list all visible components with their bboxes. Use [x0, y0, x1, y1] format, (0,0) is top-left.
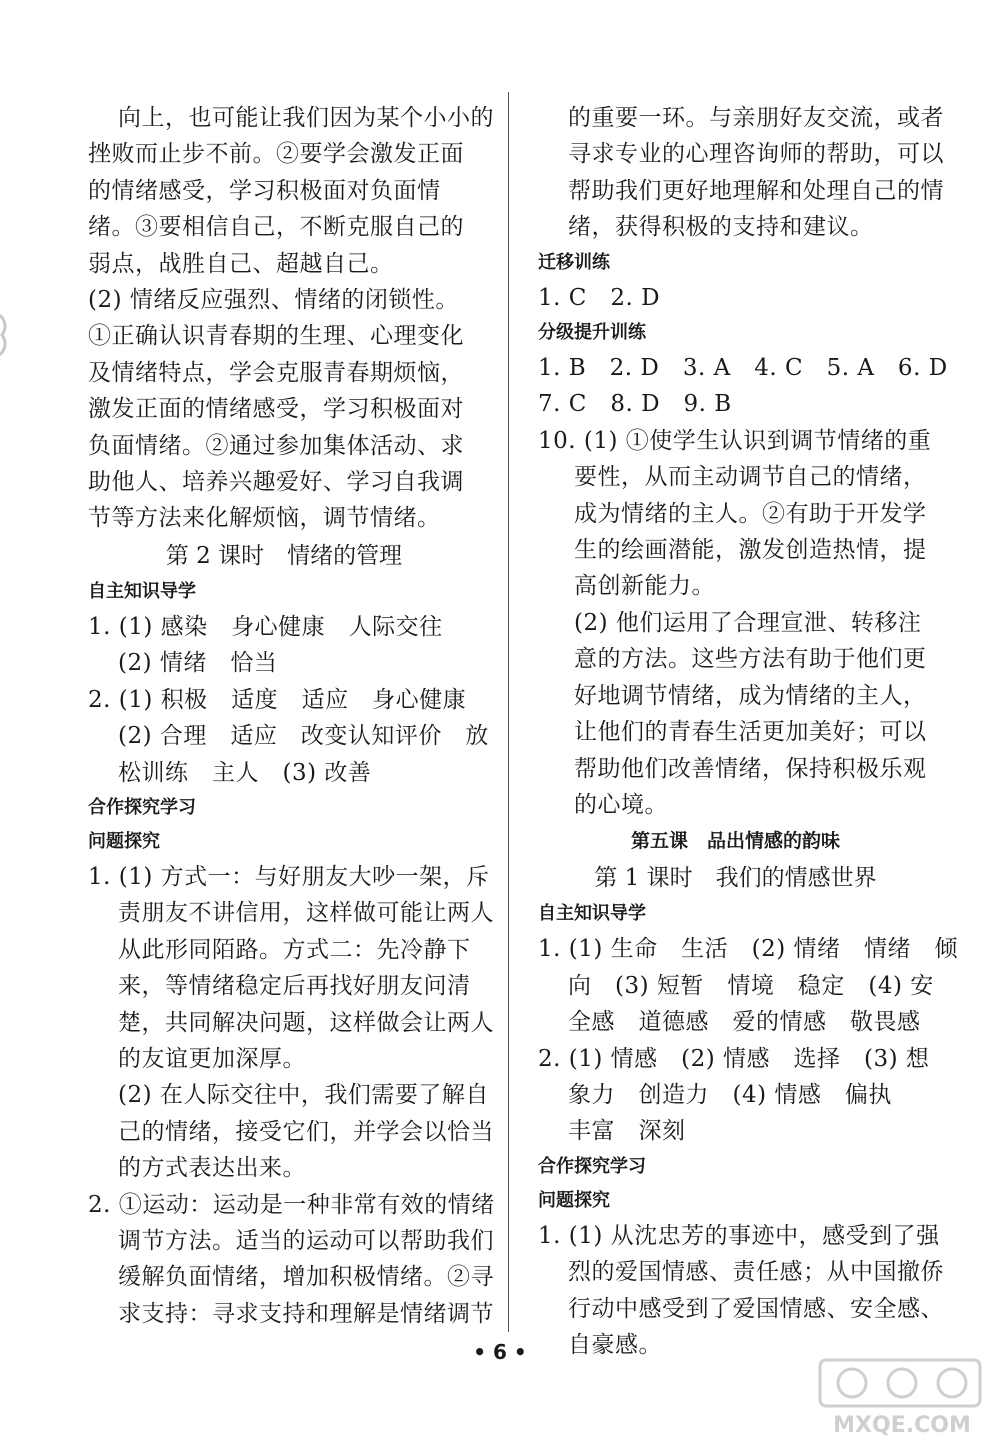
text-line: 2. (1) 积极 适度 适应 身心健康 — [88, 686, 467, 713]
text-line: 责朋友不讲信用，这样做可能让两人 — [118, 900, 494, 927]
left-column — [88, 100, 495, 1332]
lesson-title: 第五课 品出情感的韵味 — [630, 830, 840, 853]
text-line: 1. (1) 感染 身心健康 人际交往 — [88, 613, 443, 640]
text-line: 寻求专业的心理咨询师的帮助，可以 — [568, 141, 944, 168]
text-line: 2. (1) 情感 (2) 情感 选择 (3) 想 — [538, 1045, 930, 1072]
text-line: 丰富 深刻 — [568, 1118, 686, 1145]
section-heading: 分级提升训练 — [538, 322, 646, 344]
text-line: 帮助我们更好地理解和处理自己的情 — [568, 177, 944, 204]
text-line: 1. (1) 方式一：与好朋友大吵一架，斥 — [88, 863, 490, 890]
text-line: 1. B 2. D 3. A 4. C 5. A 6. D — [538, 355, 948, 382]
text-line: 帮助他们改善情绪，保持积极乐观 — [574, 755, 927, 782]
text-line: 激发正面的情绪感受，学习积极面对 — [88, 396, 464, 423]
text-line: 1. (1) 生命 生活 (2) 情绪 情绪 倾 — [538, 936, 959, 963]
text-line: 向上，也可能让我们因为某个小小的 — [118, 105, 494, 131]
lesson-subtitle: 第 2 课时 情绪的管理 — [165, 542, 403, 569]
text-line: 2. ①运动：运动是一种非常有效的情绪 — [88, 1191, 495, 1218]
text-line: 的心境。 — [574, 791, 668, 818]
text-line: 绪。③要相信自己，不断克服自己的 — [88, 214, 464, 241]
text-line: 挫败而止步不前。②要学会激发正面 — [88, 141, 464, 168]
text-line: (2) 情绪反应强烈、情绪的闭锁性。 — [88, 287, 459, 314]
edge-mark-icon — [0, 310, 10, 360]
text-line: 楚，共同解决问题，这样做会让两人 — [118, 1009, 494, 1036]
text-line: 意的方法。这些方法有助于他们更 — [574, 646, 927, 673]
section-heading: 迁移训练 — [538, 251, 610, 273]
section-heading: 自主知识导学 — [88, 580, 196, 602]
page-number: • 6 • — [473, 1340, 527, 1364]
text-line: 高创新能力。 — [574, 573, 715, 600]
text-line: 松训练 主人 (3) 改善 — [118, 759, 372, 786]
lesson-subtitle: 第 1 课时 我们的情感世界 — [594, 865, 877, 892]
text-line: 及情绪特点，学会克服青春期烦恼， — [88, 359, 464, 386]
text-line: 节等方法来化解烦恼，调节情绪。 — [88, 505, 441, 532]
text-line: (2) 情绪 恰当 — [118, 650, 278, 677]
watermark-logo-icon — [812, 1358, 992, 1438]
text-line: 调节方法。适当的运动可以帮助我们 — [118, 1227, 494, 1254]
text-line: 的重要一环。与亲朋好友交流，或者 — [568, 105, 944, 131]
section-heading: 问题探究 — [538, 1189, 610, 1211]
section-heading: 问题探究 — [88, 830, 160, 852]
text-line: 的友谊更加深厚。 — [118, 1045, 306, 1072]
text-line: 来，等情绪稳定后再找好朋友问清 — [118, 973, 471, 1000]
text-line: 助他人、培养兴趣爱好、学习自我调 — [88, 469, 464, 496]
text-line: 从此形同陌路。方式二：先冷静下 — [118, 936, 471, 963]
watermark-text: MXQE.COM — [833, 1413, 971, 1438]
text-line: 生的绘画潜能，激发创造热情，提 — [574, 537, 927, 564]
text-line: 的方式表达出来。 — [118, 1155, 306, 1182]
text-line: 好地调节情绪，成为情绪的主人， — [574, 682, 927, 709]
text-line: 己的情绪，接受它们，并学会以恰当 — [118, 1118, 494, 1145]
text-line: 全感 道德感 爱的情感 敬畏感 — [568, 1009, 921, 1036]
text-line: (2) 他们运用了合理宣泄、转移注 — [574, 609, 922, 636]
text-line: 烈的爱国情感、责任感；从中国撤侨 — [568, 1259, 944, 1286]
text-line: 行动中感受到了爱国情感、安全感、 — [568, 1295, 944, 1322]
text-line: (2) 合理 适应 改变认知评价 放 — [118, 723, 489, 750]
text-line: 1. (1) 从沈忠芳的事迹中，感受到了强 — [538, 1222, 940, 1249]
section-heading: 自主知识导学 — [538, 903, 646, 925]
section-heading: 合作探究学习 — [538, 1155, 646, 1177]
text-line: (2) 在人际交往中，我们需要了解自 — [118, 1082, 489, 1109]
column-divider — [508, 92, 509, 1332]
right-column — [538, 100, 959, 1363]
text-line: 缓解负面情绪，增加积极情绪。②寻 — [118, 1264, 494, 1291]
text-line: 让他们的青春生活更加美好；可以 — [574, 719, 927, 746]
text-line: ①正确认识青春期的生理、心理变化 — [88, 323, 464, 350]
text-line: 要性，从而主动调节自己的情绪， — [574, 464, 927, 491]
text-line: 求支持：寻求支持和理解是情绪调节 — [118, 1300, 494, 1327]
text-line: 象力 创造力 (4) 情感 偏执 — [568, 1081, 892, 1108]
text-line: 向 (3) 短暂 情境 稳定 (4) 安 — [568, 972, 934, 999]
text-line: 7. C 8. D 9. B — [538, 391, 732, 418]
text-line: 的情绪感受，学习积极面对负面情 — [88, 177, 441, 204]
text-line: 10. (1) ①使学生认识到调节情绪的重 — [538, 427, 932, 454]
text-line: 弱点，战胜自己、超越自己。 — [88, 250, 394, 277]
text-line: 自豪感。 — [568, 1331, 662, 1358]
text-line: 负面情绪。②通过参加集体活动、求 — [88, 432, 464, 459]
text-line: 1. C 2. D — [538, 284, 661, 311]
section-heading: 合作探究学习 — [88, 796, 196, 818]
text-line: 绪，获得积极的支持和建议。 — [568, 214, 874, 241]
text-line: 成为情绪的主人。②有助于开发学 — [574, 500, 927, 527]
